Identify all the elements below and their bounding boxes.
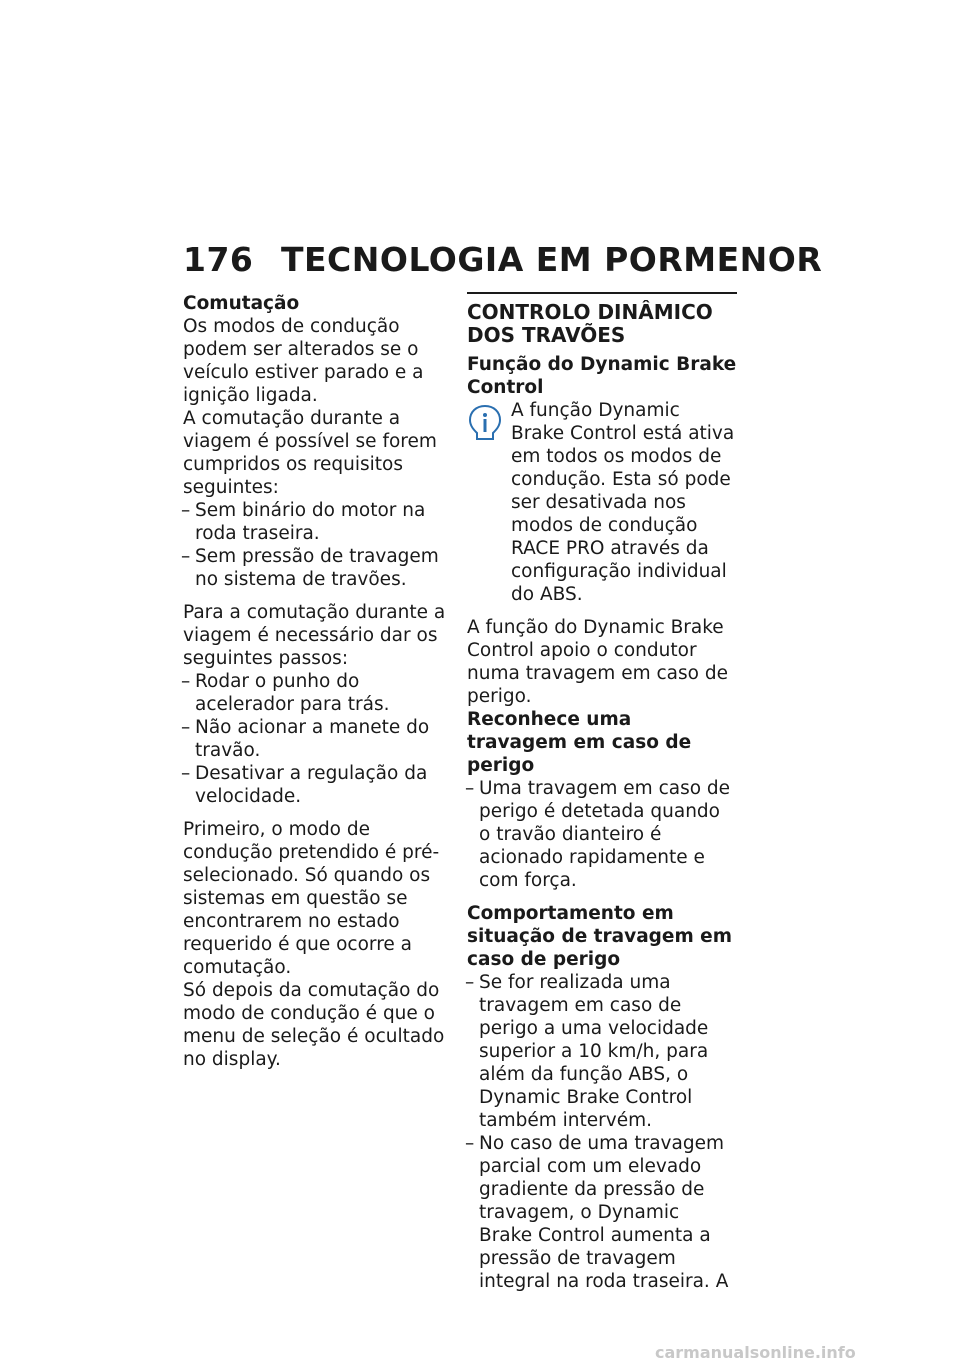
list-item: – Uma travagem em caso de perigo é detetada quando o travão dianteiro é acionado rapidamente e com força.: [465, 778, 731, 891]
behaviour-list: [467, 971, 737, 1293]
chapter-title: TECNOLOGIA EM PORMENOR: [281, 240, 823, 279]
subheading: Reconhece uma travagem em caso de perigo: [467, 709, 692, 776]
requirements-list: [183, 499, 448, 591]
list-item: – Não acionar a manete do travão.: [181, 717, 430, 761]
list-item: – Se for realizada uma travagem em caso de perigo a uma velocidade superior a 10 km/h, para além da função ABS, o Dynamic Brake Control também intervém.: [465, 972, 709, 1131]
end-mark: A: [715, 1271, 729, 1292]
right-column: [467, 292, 737, 1293]
subheading: Comportamento em situação de travagem em caso de perigo: [467, 903, 733, 970]
detection-list: [467, 777, 737, 892]
list-item: – Sem binário do motor na roda traseira.: [181, 500, 426, 544]
subheading: Função do Dynamic Brake Control: [467, 354, 737, 398]
list-item: – Desativar a regulação da velocidade.: [181, 763, 428, 807]
info-text: A função Dynamic Brake Control está ativa em todos os modos de condução. Esta só pode ser desativada nos modos de condução RACE PRO através da configuração individual do ABS.: [511, 400, 735, 605]
paragraph: Os modos de condução podem ser alterados se o veículo estiver parado e a ignição ligada.: [183, 316, 424, 406]
list-item: – No caso de uma travagem parcial com um elevado gradiente da pressão de travagem, o Dynamic Brake Control aumenta a pressão de travagem integral na roda traseira. A: [465, 1133, 729, 1292]
heading-comutacao: Comutação: [183, 293, 300, 314]
list-item: – Rodar o punho do acelerador para trás.: [181, 671, 390, 715]
paragraph: Só depois da comutação do modo de condução é que o menu de seleção é ocultado no display.: [183, 980, 445, 1070]
page-header: [183, 240, 822, 279]
watermark: carmanualsonline.info: [655, 1343, 856, 1362]
info-icon: [467, 403, 503, 443]
section-title: CONTROLO DINÂMICO DOS TRAVÕES: [467, 292, 737, 347]
paragraph: Primeiro, o modo de condução pretendido é pré-selecionado. Só quando os sistemas em questão se encontrarem no estado requerido é que ocorre a comutação.: [183, 819, 440, 978]
left-column: [183, 292, 448, 1071]
steps-list: [183, 670, 448, 808]
page-number: 176: [183, 240, 254, 279]
paragraph: Para a comutação durante a viagem é necessário dar os seguintes passos:: [183, 602, 446, 669]
list-item: – Sem pressão de travagem no sistema de travões.: [181, 546, 439, 590]
info-note: [467, 399, 737, 606]
paragraph: A função do Dynamic Brake Control apoio o condutor numa travagem em caso de perigo.: [467, 617, 728, 707]
paragraph: A comutação durante a viagem é possível se forem cumpridos os requisitos seguintes:: [183, 408, 437, 498]
